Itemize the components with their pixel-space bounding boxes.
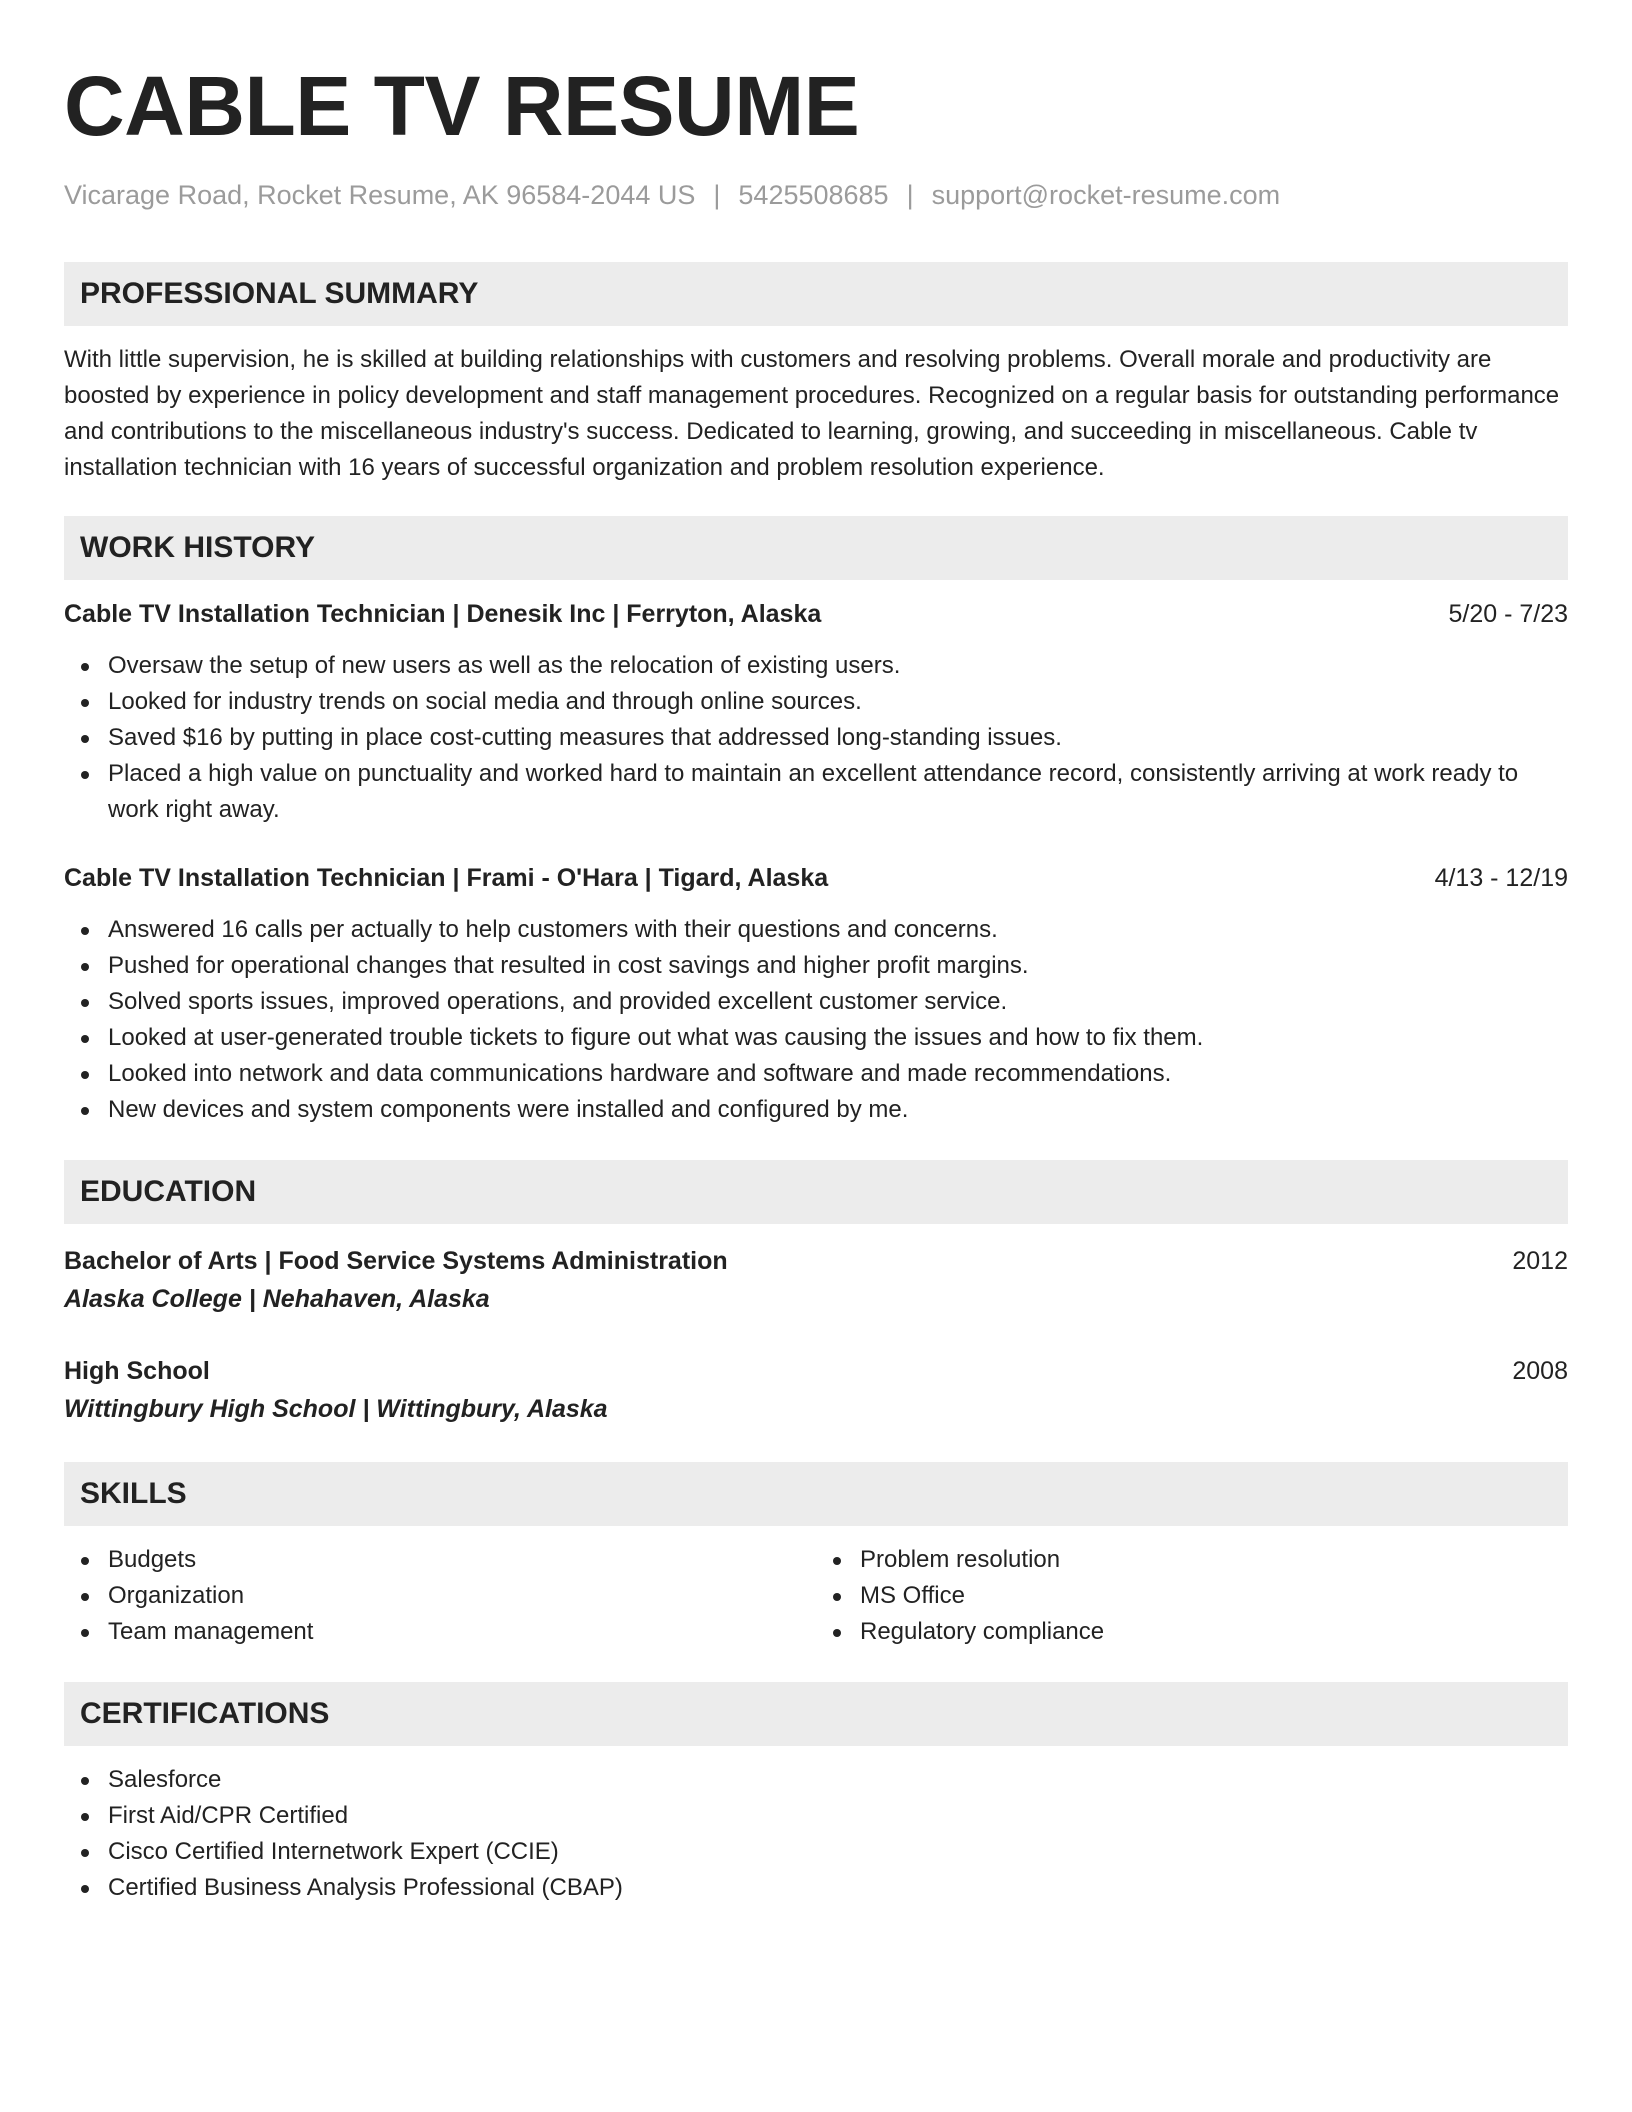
list-item <box>64 948 1568 984</box>
section-heading-certifications: CERTIFICATIONS <box>64 1682 1568 1746</box>
list-item <box>64 684 1568 720</box>
section-heading-work-history: WORK HISTORY <box>64 516 1568 580</box>
certification-text: Salesforce <box>108 1766 222 1793</box>
bullet-icon <box>81 1885 89 1893</box>
skills-list <box>64 1542 816 1650</box>
skill-text: Problem resolution <box>860 1546 1061 1573</box>
bullet-icon <box>81 1107 89 1115</box>
bullet-text: Saved $16 by putting in place cost-cutting measures that addressed long-standing issues. <box>108 724 1062 751</box>
bullet-icon <box>81 735 89 743</box>
bullet-icon <box>833 1593 841 1601</box>
certification-text: Certified Business Analysis Professional (CBAP) <box>108 1874 623 1901</box>
bullet-icon <box>81 699 89 707</box>
bullet-text: Looked at user-generated trouble tickets to figure out what was causing the issues and how to fix them. <box>108 1024 1204 1051</box>
bullet-text: Pushed for operational changes that resulted in cost savings and higher profit margins. <box>108 952 1029 979</box>
list-item <box>64 648 1568 684</box>
bullet-text: Solved sports issues, improved operations, and provided excellent customer service. <box>108 988 1008 1015</box>
bullet-text: Looked for industry trends on social media and through online sources. <box>108 688 862 715</box>
bullet-icon <box>81 1777 89 1785</box>
contact-separator: | <box>906 180 914 210</box>
section-heading-education: EDUCATION <box>64 1160 1568 1224</box>
bullet-text: New devices and system components were installed and configured by me. <box>108 1096 909 1123</box>
job-dates: 4/13 - 12/19 <box>1434 864 1568 892</box>
education-entry <box>64 1352 1568 1428</box>
bullet-icon <box>81 771 89 779</box>
job-title: Cable TV Installation Technician | Frami - O'Hara | Tigard, Alaska <box>64 864 829 892</box>
list-item <box>64 1092 1568 1128</box>
bullet-icon <box>81 999 89 1007</box>
contact-line <box>64 178 1568 212</box>
bullet-icon <box>81 1629 89 1637</box>
education-year: 2008 <box>1512 1357 1568 1385</box>
contact-phone: 5425508685 <box>738 180 889 210</box>
list-item <box>64 1798 1568 1834</box>
contact-address: Vicarage Road, Rocket Resume, AK 96584-2044 US <box>64 180 696 210</box>
list-item <box>816 1542 1568 1578</box>
list-item <box>64 1056 1568 1092</box>
bullet-icon <box>81 663 89 671</box>
contact-email: support@rocket-resume.com <box>931 180 1281 210</box>
education-degree: Bachelor of Arts | Food Service Systems Administration <box>64 1247 728 1275</box>
skill-text: Team management <box>108 1618 314 1645</box>
list-item <box>64 1542 816 1578</box>
list-item <box>64 756 1568 828</box>
bullet-icon <box>81 1813 89 1821</box>
job-header <box>64 860 1568 896</box>
education-header <box>64 1352 1568 1390</box>
list-item <box>64 1614 816 1650</box>
certification-text: Cisco Certified Internetwork Expert (CCIE) <box>108 1838 559 1865</box>
education-year: 2012 <box>1512 1247 1568 1275</box>
bullet-icon <box>81 963 89 971</box>
skills-column-left <box>64 1542 816 1650</box>
bullet-text: Looked into network and data communications hardware and software and made recommendations. <box>108 1060 1172 1087</box>
job-dates: 5/20 - 7/23 <box>1448 600 1568 628</box>
list-item <box>64 1578 816 1614</box>
skills-grid <box>64 1542 1568 1650</box>
summary-text: With little supervision, he is skilled at building relationships with customers and resolving problems. Overall morale and productivity are boosted by experience in policy development and staff management procedures. Recognized on a regular basis for outstanding performance and contributions to the miscellaneous industry's success. Dedicated to learning, growing, and succeeding in miscellaneous. Cable tv installation technician with 16 years of successful organization and problem resolution experience. <box>64 346 1560 481</box>
list-item <box>64 1870 1568 1906</box>
list-item <box>64 984 1568 1020</box>
skill-text: Organization <box>108 1582 245 1609</box>
bullet-icon <box>81 1557 89 1565</box>
bullet-icon <box>81 1593 89 1601</box>
bullet-icon <box>833 1557 841 1565</box>
list-item <box>64 1762 1568 1798</box>
job-title: Cable TV Installation Technician | Denesik Inc | Ferryton, Alaska <box>64 600 822 628</box>
bullet-text: Oversaw the setup of new users as well as the relocation of existing users. <box>108 652 901 679</box>
resume-title: CABLE TV RESUME <box>64 59 860 153</box>
education-header <box>64 1242 1568 1280</box>
education-school: Wittingbury High School | Wittingbury, Alaska <box>64 1395 608 1423</box>
bullet-icon <box>81 927 89 935</box>
skill-text: MS Office <box>860 1582 965 1609</box>
list-item <box>64 1834 1568 1870</box>
bullet-text: Answered 16 calls per actually to help customers with their questions and concerns. <box>108 916 998 943</box>
section-heading-skills: SKILLS <box>64 1462 1568 1526</box>
list-item <box>64 1020 1568 1056</box>
list-item <box>816 1614 1568 1650</box>
job-entry <box>64 596 1568 828</box>
bullet-icon <box>833 1629 841 1637</box>
list-item <box>64 720 1568 756</box>
certifications-list <box>64 1762 1568 1906</box>
list-item <box>816 1578 1568 1614</box>
job-header <box>64 596 1568 632</box>
section-heading-summary: PROFESSIONAL SUMMARY <box>64 262 1568 326</box>
skill-text: Regulatory compliance <box>860 1618 1105 1645</box>
certification-text: First Aid/CPR Certified <box>108 1802 349 1829</box>
job-bullets <box>64 648 1568 828</box>
skills-column-right <box>816 1542 1568 1650</box>
skill-text: Budgets <box>108 1546 197 1573</box>
bullet-icon <box>81 1071 89 1079</box>
skills-list <box>816 1542 1568 1650</box>
bullet-icon <box>81 1035 89 1043</box>
education-entry <box>64 1242 1568 1318</box>
education-school: Alaska College | Nehahaven, Alaska <box>64 1285 490 1313</box>
education-degree: High School <box>64 1357 210 1385</box>
bullet-icon <box>81 1849 89 1857</box>
contact-separator: | <box>713 180 721 210</box>
job-entry <box>64 860 1568 1128</box>
job-bullets <box>64 912 1568 1128</box>
list-item <box>64 912 1568 948</box>
bullet-text: Placed a high value on punctuality and worked hard to maintain an excellent attendance record, consistently arriving at work ready to work right away. <box>108 760 1519 823</box>
